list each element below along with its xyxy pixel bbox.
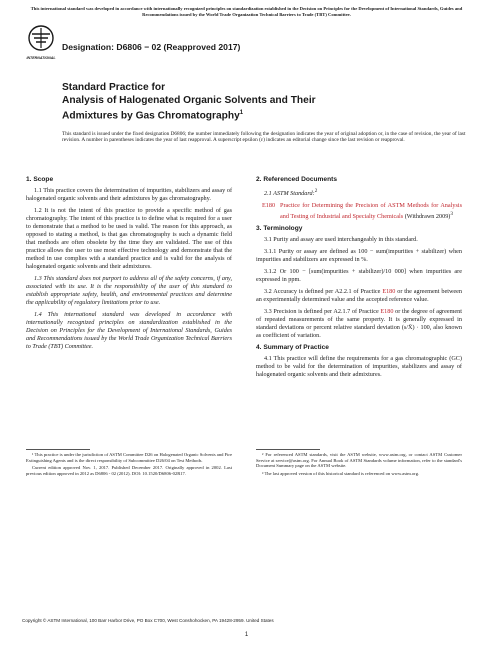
para-3-2-b: or the agreement between an experimentally determined value and the accepted reference value. — [256, 288, 462, 304]
designation: Designation: D6806 − 02 (Reapproved 2017) — [62, 42, 241, 52]
issued-note: This standard is issued under the fixed designation D6806; the number immediately following the designation indicates the year of original adoption or, in the case of revision, the year of last revision. A number in parentheses indicates the year of last reapproval. A superscript epsilon (ε) indicates an editorial change since the last revision or reapproval. — [62, 131, 466, 144]
title-line-1: Standard Practice for — [62, 82, 166, 93]
logo-text: INTERNATIONAL — [26, 56, 56, 60]
astm-logo — [26, 24, 56, 62]
title-line-3: Admixtures by Gas Chromatography — [62, 110, 240, 122]
reference-e180 — [256, 202, 462, 221]
footnote-2: ² For referenced ASTM standards, visit the ASTM website, www.astm.org, or contact ASTM Customer Service at service@astm.org. For Annual Book of ASTM Standards volume information, refer to the standard's Document Summary page on the ASTM website. — [256, 452, 462, 468]
left-column — [26, 176, 232, 355]
para-1-2: 1.2 It is not the intent of this practice to provide a specific method of gas chromatography. The intent of this practice is to define what is required for a user to demonstrate that a method to be used is valid. The reason for this approach, as opposed to stating a method, is that gas chromatography is such a dynamic field that methods are often obsolete by the time they are validated. The use of this practice allows the user to use most effective technology and demonstrate that the method in use complies with a standard practice and is valid for the analysis of halogenated organic solvents and their admixtures. — [26, 207, 232, 270]
practice-e180-link-2[interactable]: E180 — [380, 308, 394, 316]
reference-withdrawn: (Withdrawn 2009) — [403, 213, 451, 221]
document-title — [62, 82, 462, 123]
para-3-1-1: 3.1.1 Purity or assay are defined as 100 − sum(impurities + stabilizer) when impurities and stabilizers are expressed in %. — [256, 248, 462, 264]
para-1-4: 1.4 This international standard was developed in accordance with internationally recognized principles on standardization established in the Decision on Principles for the Development of International Standards, Guides and Recommendations issued by the World Trade Organization Technical Barriers to Trade (TBT) Committee. — [26, 311, 232, 350]
page-number: 1 — [244, 632, 249, 638]
para-3-2-a: 3.2 Accuracy is defined per A2.2.1 of Practice — [264, 288, 383, 296]
footnote-divider-left — [26, 449, 90, 450]
practice-e180-link[interactable]: E180 — [382, 288, 396, 296]
para-3-3-a: 3.3 Precision is defined per A2.1.7 of Practice — [264, 308, 381, 316]
reference-code-link[interactable]: E180 — [262, 202, 276, 210]
para-4-1: 4.1 This practice will define the requirements for a gas chromatographic (GC) method to be valid for the determination of impurities, stabilizers and assay of halogenated organic solvents and their admixtures. — [256, 355, 462, 379]
para-2-1-sup: 2 — [314, 188, 318, 194]
referenced-documents-heading: 2. Referenced Documents — [256, 176, 337, 183]
reference-title-link[interactable]: Practice for Determining the Precision of ASTM Methods for Analysis and Testing of Industrial and Specialty Chemicals — [280, 202, 462, 221]
para-3-1: 3.1 Purity and assay are used interchangeably in this standard. — [264, 236, 418, 244]
footnotes-right — [256, 452, 462, 478]
title-line-2: Analysis of Halogenated Organic Solvents and Their — [62, 94, 316, 106]
para-1-3: 1.3 This standard does not purport to address all of the safety concerns, if any, associated with its use. It is the responsibility of the user of this standard to establish appropriate safety, health, and environmental practices and determine the applicability of regulatory limitations prior to use. — [26, 275, 232, 306]
footnotes-left — [26, 452, 232, 478]
tbt-notice: This international standard was developed in accordance with internationally recognized principles on standardization established in the Decision on Principles for the Development of International Standards, Guides and Recommendations issued by the World Trade Organization Technical Barriers to Trade (TBT) Committee. — [30, 6, 463, 17]
para-2-1 — [256, 187, 462, 198]
footnote-1: ¹ This practice is under the jurisdiction of ASTM Committee D26 on Halogenated Organic Solvents and Fire Extinguishing Agents and is the direct responsibility of Subcommittee D26/04 on Test Methods. — [26, 452, 232, 463]
terminology-heading: 3. Terminology — [256, 225, 303, 233]
footnote-1-edition: Current edition approved Nov. 1, 2017. Published December 2017. Originally approved in 2002. Last previous edition approved in 2012 as D6806 - 02 (2012). DOI: 10.1520/D6806-02R17. — [26, 465, 232, 476]
summary-heading: 4. Summary of Practice — [256, 344, 329, 352]
copyright-line: Copyright © ASTM International, 100 Barr Harbor Drive, PO Box C700, West Conshohocken, PA 19428-2959. United States — [22, 618, 274, 623]
para-2-1-text: 2.1 ASTM Standard: — [264, 190, 315, 198]
footnote-divider-right — [256, 449, 320, 450]
para-1-1: 1.1 This practice covers the determination of impurities, stabilizers and assay of halogenated organic solvents and their admixtures by gas chromatography. — [26, 187, 232, 202]
para-3-1-2: 3.1.2 Or 100 − [sum(impurities + stabilizer)/10 000] when impurities are expressed in ppm. — [256, 268, 462, 284]
scope-heading: 1. Scope — [26, 176, 54, 183]
para-3-2 — [256, 288, 462, 304]
para-3-3-b: or the degree of agreement of repeated measurements of the same property. It is generally expressed in standard deviations or percent relative standard deviation (s/X̄) · 100, also known as coefficient of variation. — [256, 308, 462, 340]
title-footnote-mark: 1 — [239, 110, 244, 117]
right-column — [256, 176, 462, 383]
reference-sup: 3 — [450, 211, 453, 218]
footnote-3: ³ The last approved version of this historical standard is referenced on www.astm.org. — [262, 470, 420, 476]
para-3-3 — [256, 308, 462, 340]
